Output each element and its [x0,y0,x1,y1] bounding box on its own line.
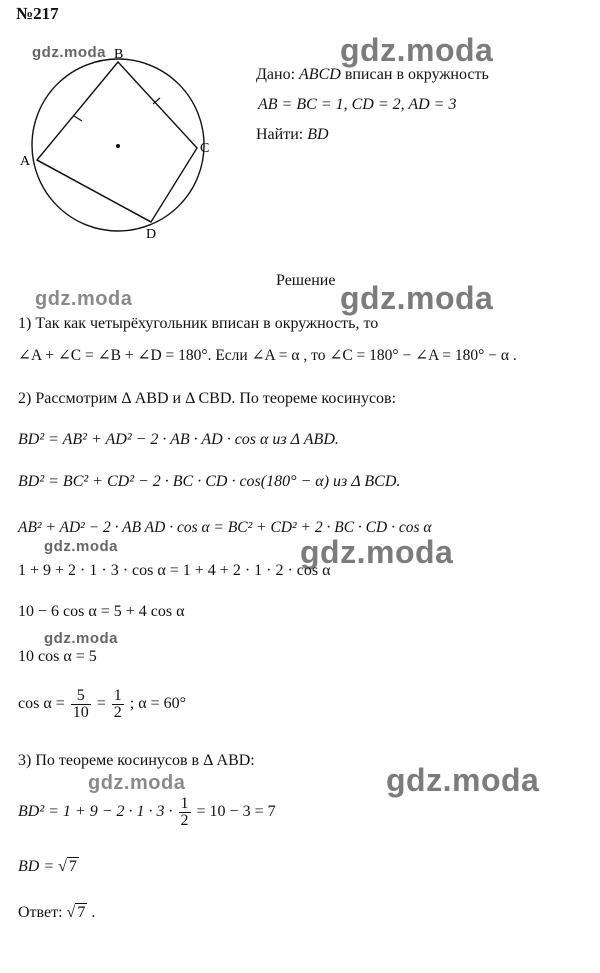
fraction-denominator: 10 [72,704,89,721]
bd2-suffix: = 10 − 3 = 7 [196,803,276,821]
given-line-2: AB = BC = 1, CD = 2, AD = 3 [258,96,457,113]
watermark: gdz.moda [300,534,454,570]
quadrilateral-abcd [37,62,197,222]
bd-prefix: BD = [18,858,55,875]
answer-prefix: Ответ: [18,904,63,921]
cos-result [18,688,186,721]
given-suffix: вписан в окружность [340,66,489,83]
equals-sign: = [96,695,106,713]
step1-equation: ∠A + ∠C = ∠B + ∠D = 180°. Если ∠A = α , то ∠C = 180° − ∠A = 180° − α . [18,347,517,364]
find-prefix: Найти: [256,126,308,143]
watermark: gdz.moda [44,538,118,555]
watermark: gdz.moda [340,32,494,68]
fraction-denominator: 2 [180,812,189,829]
step2-text: 2) Рассмотрим Δ ABD и Δ CBD. По теореме косинусов: [18,390,397,407]
step3-text: 3) По теореме косинусов в Δ ABD: [18,752,255,769]
problem-number: №217 [16,4,59,23]
square-root: √ 7 [58,858,77,875]
fraction-numerator: 1 [113,687,122,704]
fraction-numerator: 5 [71,688,91,705]
equation-bd-abd: BD² = AB² + AD² − 2 · AB · AD · cos α из Δ ABD. [18,431,339,448]
cos-prefix: cos α = [18,695,65,713]
equation-10cos: 10 cos α = 5 [18,648,97,665]
solution-heading: Решение [276,272,336,289]
alpha-result: ; α = 60° [129,695,187,713]
equation-bd-bcd: BD² = BC² + CD² − 2 · BC · CD · cos(180° − α) из Δ BCD. [18,473,401,490]
watermark: gdz.moda [44,630,118,647]
watermark: gdz.moda [35,288,133,310]
answer [18,904,95,922]
inscribed-quadrilateral-figure [0,0,240,250]
center-point [116,144,120,148]
fraction-numerator: 1 [180,795,189,812]
fraction-5-10 [71,688,91,721]
watermark: gdz.moda [88,772,186,794]
bd2-prefix: BD² = 1 + 9 − 2 · 1 · 3 · [18,803,173,821]
watermark: gdz.moda [386,762,540,798]
bd-result [18,858,79,876]
vertex-label-c: C [200,141,210,156]
given-line-1 [256,66,489,84]
equation-numeric: 1 + 9 + 2 · 1 · 3 · cos α = 1 + 4 + 2 · 1 · 2 · cos α [18,562,331,579]
watermark: gdz.moda [340,280,494,316]
step1-text: 1) Так как четырёхугольник вписан в окружность, то [18,315,379,332]
fraction-1-2 [179,796,191,829]
find-line [256,126,329,144]
square-root: √ 7 [66,904,86,921]
fraction-denominator: 2 [113,704,122,721]
radicand: 7 [68,858,77,875]
answer-suffix: . [91,904,96,921]
watermark: gdz.moda [32,44,106,61]
fraction-1-2 [112,688,124,721]
vertex-label-b: B [114,47,124,62]
vertex-label-d: D [146,227,157,242]
side-ad [37,160,151,222]
find-value: BD [307,126,329,143]
given-prefix: Дано: [256,66,300,83]
bd-squared-calc [18,796,276,829]
equation-linear: 10 − 6 cos α = 5 + 4 cos α [18,603,185,620]
given-figure-name: ABCD [299,66,341,83]
equation-equal: AB² + AD² − 2 · AB AD · cos α = BC² + CD² + 2 · BC · CD · cos α [18,519,432,536]
vertex-label-a: A [20,154,31,169]
tick-ab [74,116,82,121]
radicand: 7 [77,904,86,921]
